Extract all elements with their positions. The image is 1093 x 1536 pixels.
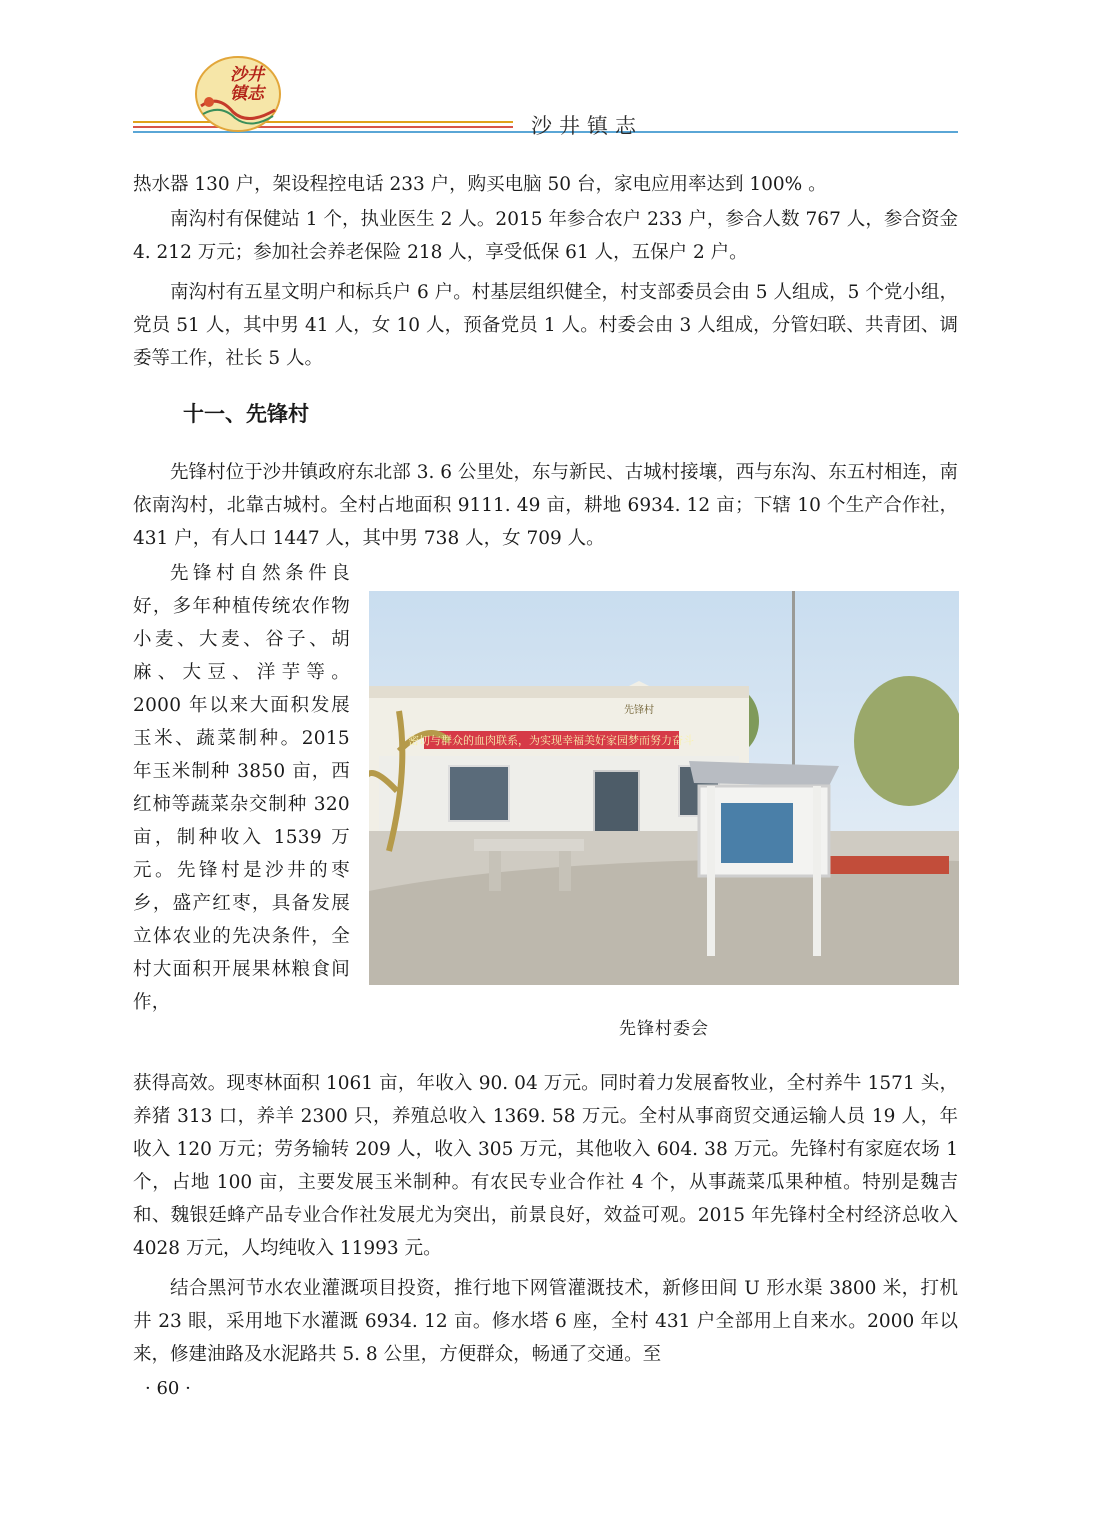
page-number: · 60 · (145, 1378, 191, 1399)
photo-banner-text: 密切与群众的血肉联系，为实现幸福美好家园梦而努力奋斗 (408, 734, 694, 747)
logo-text-line1: 沙井 (230, 65, 264, 85)
logo-text (222, 66, 272, 104)
paragraph-1: 热水器 130 户，架设程控电话 233 户，购买电脑 50 台，家电应用率达到 100% 。 (133, 174, 827, 195)
header-rule-gold (133, 121, 513, 123)
header-title: 沙井镇志 (531, 114, 643, 138)
section-title: 十一、先锋村 (183, 402, 309, 426)
paragraph-5-wrapped: 先锋村自然条件良好，多年种植传统农作物小麦、大麦、谷子、胡麻、大豆、洋芋等。2000 年以来大面积发展玉米、蔬菜制种。2015 年玉米制种 3850 亩，西红柿等蔬菜杂交制种 320 亩，制种收入 1539 万元。先锋村是沙井的枣乡，盛产红枣，具备发展立体农业的先决条件，全村大面积开展果林粮食间作， (133, 563, 350, 1013)
paragraph-5-continued: 获得高效。现枣林面积 1061 亩，年收入 90. 04 万元。同时着力发展畜牧业，全村养牛 1571 头，养猪 313 口，养羊 2300 只，养殖总收入 1369. 58 万元。全村从事商贸交通运输人员 19 人，年收入 120 万元；劳务输转 209 人，收入 305 万元，其他收入 604. 38 万元。先锋村有家庭农场 1 个，占地 100 亩，主要发展玉米制种。有农民专业合作社 4 个，从事蔬菜瓜果种植。特别是魏吉和、魏银廷蜂产品专业合作社发展尤为突出，前景良好，效益可观。2015 年先锋村全村经济总收入 4028 万元，人均纯收入 11993 元。 (133, 1073, 958, 1259)
paragraph-3: 南沟村有五星文明户和标兵户 6 户。村基层组织健全，村支部委员会由 5 人组成，5 个党小组，党员 51 人，其中男 41 人，女 10 人，预备党员 1 人。村委会由 3 人组成，分管妇联、共青团、调委等工作，社长 5 人。 (133, 282, 958, 369)
header-rule-red (133, 126, 513, 128)
photo-sign-text: 先锋村 (624, 705, 654, 716)
photo-caption: 先锋村委会 (619, 1019, 709, 1039)
paragraph-6: 结合黑河节水农业灌溉项目投资，推行地下网管灌溉技术，新修田间 U 形水渠 3800 米，打机井 23 眼，采用地下水灌溉 6934. 12 亩。修水塔 6 座，全村 431 户全部用上自来水。2000 年以来，修建油路及水泥路共 5. 8 公里，方便群众，畅通了交通。至 (133, 1278, 958, 1365)
paragraph-2: 南沟村有保健站 1 个，执业医生 2 人。2015 年参合农户 233 户，参合人数 767 人，参合资金 4. 212 万元；参加社会养老保险 218 人，享受低保 61 人，五保户 2 户。 (133, 209, 958, 263)
village-committee-photo (369, 591, 959, 985)
logo-text-line2: 镇志 (230, 84, 264, 104)
paragraph-4: 先锋村位于沙井镇政府东北部 3. 6 公里处，东与新民、古城村接壤，西与东沟、东五村相连，南依南沟村，北靠古城村。全村占地面积 9111. 49 亩，耕地 6934. 12 亩；下辖 10 个生产合作社，431 户，有人口 1447 人，其中男 738 人，女 709 人。 (133, 462, 958, 549)
